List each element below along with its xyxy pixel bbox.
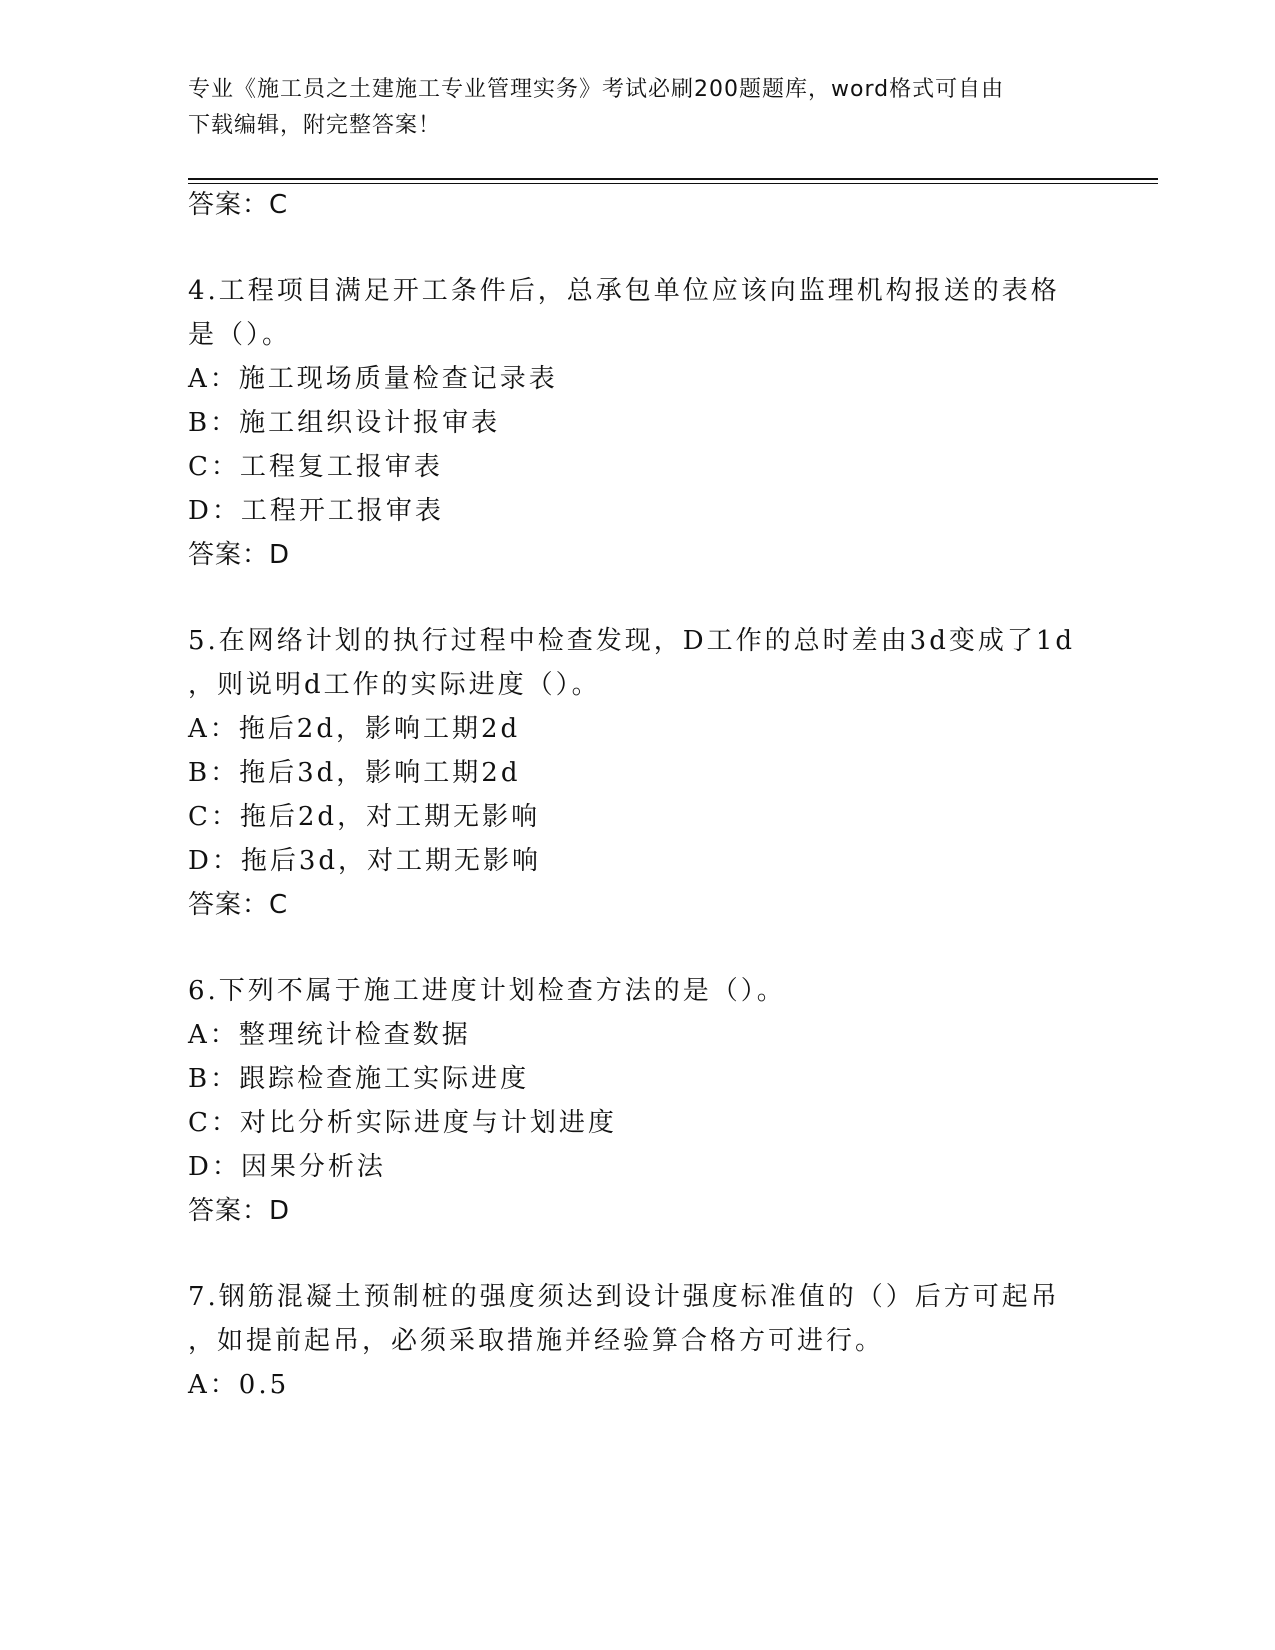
header-line-1: 专业《施工员之土建施工专业管理实务》考试必刷200题题库，word格式可自由 (188, 77, 1005, 102)
question-4-option-d: D：工程开工报审表 (188, 496, 444, 526)
question-6-answer: 答案：D (188, 1196, 291, 1226)
question-4-option-b: B：施工组织设计报审表 (188, 408, 501, 438)
question-6-option-a: A：整理统计检查数据 (188, 1020, 471, 1050)
question-5-option-d: D：拖后3d，对工期无影响 (188, 846, 542, 876)
question-7-text-line-2: ，如提前起吊，必须采取措施并经验算合格方可进行。 (188, 1326, 885, 1356)
question-4-option-c: C：工程复工报审表 (188, 452, 443, 482)
question-5-option-c: C：拖后2d，对工期无影响 (188, 802, 541, 832)
question-4-text-line-1: 4.工程项目满足开工条件后，总承包单位应该向监理机构报送的表格 (188, 276, 1060, 306)
question-5-option-b: B：拖后3d，影响工期2d (188, 758, 521, 788)
question-6-option-b: B：跟踪检查施工实际进度 (188, 1064, 530, 1094)
question-4-option-a: A：施工现场质量检查记录表 (188, 364, 558, 394)
header-rule-thick (188, 178, 1158, 180)
question-5-answer: 答案：C (188, 890, 289, 920)
answer-previous: 答案：C (188, 190, 289, 220)
question-7-text-line-1: 7.钢筋混凝土预制桩的强度须达到设计强度标准值的（）后方可起吊 (188, 1282, 1060, 1312)
question-4-text-line-2: 是（）。 (188, 320, 292, 350)
question-5-text-line-1: 5.在网络计划的执行过程中检查发现，D工作的总时差由3d变成了1d (188, 626, 1076, 656)
header-rule-thin (188, 183, 1158, 184)
question-5-option-a: A：拖后2d，影响工期2d (188, 714, 521, 744)
question-6-option-c: C：对比分析实际进度与计划进度 (188, 1108, 617, 1138)
document-header (188, 72, 1068, 144)
question-6-text-line-1: 6.下列不属于施工进度计划检查方法的是（）。 (188, 976, 786, 1006)
question-7-option-a: A：0.5 (188, 1370, 290, 1400)
question-6-option-d: D：因果分析法 (188, 1152, 386, 1182)
question-5-text-line-2: ，则说明d工作的实际进度（）。 (188, 670, 601, 700)
question-4-answer: 答案：D (188, 540, 291, 570)
header-line-2: 下载编辑，附完整答案！ (188, 113, 442, 138)
